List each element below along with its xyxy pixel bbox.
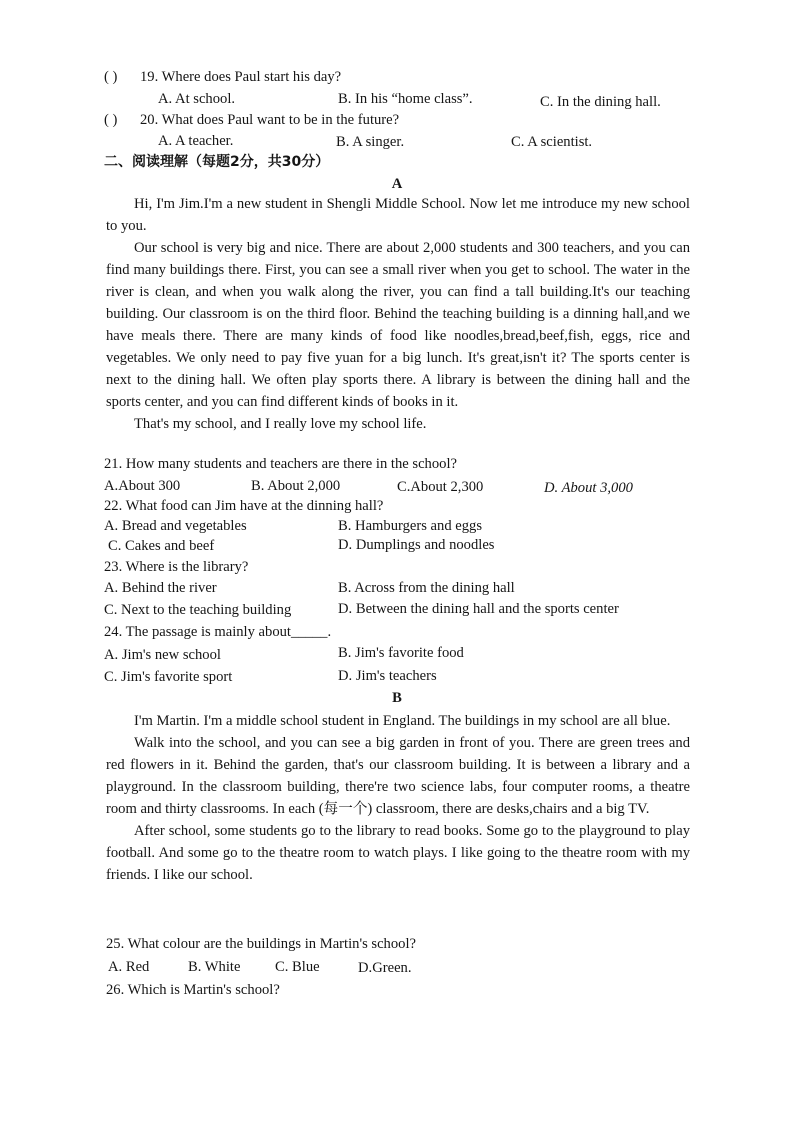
q24-option-a: A. Jim's new school bbox=[104, 647, 221, 663]
passage-a-paragraph-3: That's my school, and I really love my school life. bbox=[134, 416, 427, 432]
q23-option-a: A. Behind the river bbox=[104, 580, 217, 596]
q22-option-b: B. Hamburgers and eggs bbox=[338, 518, 483, 534]
q24-option-b: B. Jim's favorite food bbox=[338, 645, 464, 661]
q22-option-c: C. Cakes and beef bbox=[108, 538, 215, 554]
q21-option-a: A.About 300 bbox=[104, 478, 181, 494]
passage-a-label: A bbox=[391, 176, 403, 192]
q20-option-c: C. A scientist. bbox=[511, 134, 593, 150]
passage-a-paragraph-2: Our school is very big and nice. There are about 2,000 students and 300 teachers, and you can find many buildings there. First, you can see a small river when you get to school. The water in the river is clean, and when you walk along the river, you can find a tall building.It's our teaching building. Our classroom is on the third floor. Behind the teaching building is a dinning hall,and we have meals there. There are many kinds of food like noodles,bread,beef,fish, eggs, rice and vegetables. We only need to pay five yuan for a big lunch. It's great,isn't it? The sports center is next to the dining hall. We often play sports there. A library is between the dining hall and the sports center, and you can find different kinds of books in it. bbox=[106, 240, 690, 410]
answer-blank[interactable]: ( ) bbox=[104, 112, 118, 128]
question-23: 23. Where is the library? bbox=[104, 559, 249, 575]
q25-option-a: A. Red bbox=[108, 959, 150, 975]
passage-b-paragraph-2: Walk into the school, and you can see a big garden in front of you. There are green trees and red flowers in it. Behind the garden, that's our classroom building. It is between a library and a playground. In the classroom building, there're two science labs, four computer rooms, a theatre room and thirty classrooms. In each (每一个) classroom, there are desks,chairs and a big TV. bbox=[106, 735, 690, 817]
q21-option-c: C.About 2,300 bbox=[397, 479, 484, 495]
section-heading: 二、阅读理解（每题2分，共30分） bbox=[104, 154, 330, 170]
q25-option-b: B. White bbox=[188, 959, 241, 975]
q19-option-b: B. In his “home class”. bbox=[338, 91, 473, 107]
q21-option-d: D. About 3,000 bbox=[544, 480, 633, 496]
question-19: 19. Where does Paul start his day? bbox=[140, 69, 342, 85]
question-25: 25. What colour are the buildings in Martin's school? bbox=[106, 936, 416, 952]
q23-option-d: D. Between the dining hall and the sports center bbox=[338, 601, 619, 617]
q21-option-b: B. About 2,000 bbox=[251, 478, 341, 494]
q20-option-b: B. A singer. bbox=[336, 134, 405, 150]
passage-b-paragraph-3: After school, some students go to the library to read books. Some go to the playground to play football. And some go to the theatre room to watch plays. I like going to the theatre room with my friends. I like our school. bbox=[106, 823, 690, 883]
q20-option-a: A. A teacher. bbox=[158, 133, 234, 149]
q19-option-a: A. At school. bbox=[158, 91, 236, 107]
passage-a bbox=[106, 193, 690, 435]
q24-option-c: C. Jim's favorite sport bbox=[104, 669, 233, 685]
q22-option-a: A. Bread and vegetables bbox=[104, 518, 247, 534]
question-26: 26. Which is Martin's school? bbox=[106, 982, 280, 998]
q25-option-c: C. Blue bbox=[275, 959, 320, 975]
q22-option-d: D. Dumplings and noodles bbox=[338, 537, 495, 553]
q23-option-c: C. Next to the teaching building bbox=[104, 602, 292, 618]
question-24: 24. The passage is mainly about_____. bbox=[104, 624, 332, 640]
q23-option-b: B. Across from the dining hall bbox=[338, 580, 515, 596]
q24-option-d: D. Jim's teachers bbox=[338, 668, 437, 684]
passage-b bbox=[106, 710, 690, 886]
q19-option-c: C. In the dining hall. bbox=[540, 94, 661, 110]
question-22: 22. What food can Jim have at the dinning hall? bbox=[104, 498, 384, 514]
passage-a-paragraph-1: Hi, I'm Jim.I'm a new student in Shengli Middle School. Now let me introduce my new school to you. bbox=[106, 196, 690, 234]
question-20: 20. What does Paul want to be in the future? bbox=[140, 112, 400, 128]
answer-blank[interactable]: ( ) bbox=[104, 69, 118, 85]
q25-option-d: D.Green. bbox=[358, 960, 412, 976]
passage-b-paragraph-1: I'm Martin. I'm a middle school student in England. The buildings in my school are all blue. bbox=[134, 713, 671, 729]
passage-b-label: B bbox=[392, 690, 402, 706]
question-21: 21. How many students and teachers are there in the school? bbox=[104, 456, 457, 472]
